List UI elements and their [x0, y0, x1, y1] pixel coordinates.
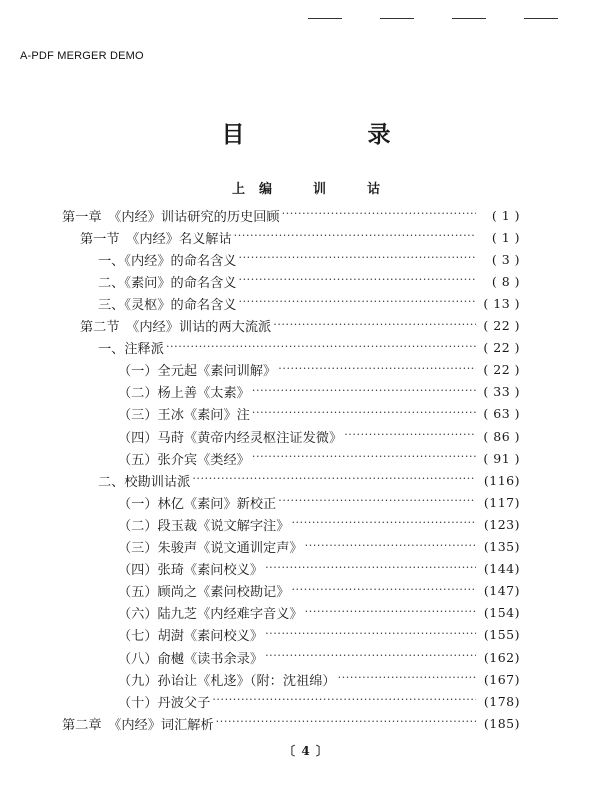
toc-entry-label: 第二章 《内经》词汇解析 — [62, 717, 214, 733]
toc-entry-page: ( 22 ) — [483, 362, 520, 378]
toc-entry-label: （三）朱骏声《说文通训定声》 — [118, 541, 303, 556]
toc-leader-dots — [278, 491, 476, 513]
toc-leader-dots — [238, 248, 476, 270]
toc-leader-dots — [291, 513, 476, 535]
toc-leader-dots — [305, 602, 476, 624]
toc-leader-dots — [291, 580, 476, 602]
toc-entry-label: （三）王冰《素问》注 — [118, 408, 250, 424]
toc-entry-label: （六）陆九芝《内经难字音义》 — [118, 607, 303, 623]
toc-leader-dots — [192, 469, 476, 491]
toc-leader-dots — [282, 204, 476, 226]
toc-entry-page: (117) — [483, 494, 520, 510]
section-heading: 上编 训 诂 — [231, 182, 394, 197]
toc-entry-label: 第一节 《内经》名义解诂 — [80, 231, 232, 247]
toc-entry[interactable] — [62, 204, 520, 226]
toc-leader-dots — [238, 292, 476, 314]
toc-entry[interactable] — [118, 447, 520, 469]
toc-entry-page: ( 1 ) — [491, 229, 520, 245]
toc-entry-label: （五）顾尚之《素问校勘记》 — [118, 585, 290, 601]
toc-entry[interactable] — [118, 646, 520, 668]
toc-entry[interactable] — [118, 558, 520, 580]
toc-leader-dots — [265, 646, 476, 668]
toc-leader-dots — [252, 381, 476, 403]
toc-entry[interactable] — [118, 536, 520, 558]
toc-entry-page: ( 22 ) — [483, 340, 520, 356]
header-rules — [300, 18, 600, 24]
toc-entry-page: ( 63 ) — [483, 406, 520, 422]
toc-entry-page: ( 1 ) — [491, 207, 520, 223]
toc-entry-label: （九）孙诒让《札迻》（附：沈祖绵） — [118, 673, 336, 689]
toc-leader-dots — [234, 226, 476, 248]
toc-entry-page: ( 8 ) — [491, 273, 520, 289]
toc-entry[interactable] — [118, 513, 520, 535]
toc-leader-dots — [344, 425, 476, 447]
toc-entry-page: ( 13 ) — [483, 295, 520, 311]
toc-leader-dots — [252, 447, 476, 469]
toc-entry-page: ( 33 ) — [483, 384, 520, 400]
toc-leader-dots — [216, 712, 476, 734]
toc-entry-label: （二）杨上善《太素》 — [118, 386, 250, 402]
toc-entry-page: (155) — [483, 627, 520, 643]
toc-leader-dots — [265, 558, 476, 580]
watermark-text: A-PDF MERGER DEMO — [20, 50, 144, 62]
toc-entry-label: 二、《素问》的命名含义 — [98, 275, 237, 291]
toc-leader-dots — [166, 337, 476, 359]
header-rule — [308, 18, 342, 19]
toc-entry-label: 一、注释派 — [98, 342, 164, 358]
toc-entry-page: (116) — [483, 472, 520, 488]
toc-entry-page: (147) — [483, 583, 520, 599]
toc-entry-page: ( 3 ) — [491, 251, 520, 267]
toc-entry[interactable] — [118, 668, 520, 690]
toc-entry[interactable] — [98, 292, 520, 314]
toc-entry[interactable] — [98, 337, 520, 359]
toc-entry-label: 一、《内经》的命名含义 — [98, 253, 237, 269]
page-title: 目 录 — [221, 121, 441, 148]
toc-leader-dots — [273, 315, 476, 337]
toc-entry-page: (185) — [483, 715, 520, 731]
toc-entry-page: (144) — [483, 561, 520, 577]
toc-entry[interactable] — [118, 491, 520, 513]
toc-entry-page: (135) — [483, 539, 520, 554]
toc-entry[interactable] — [118, 403, 520, 425]
toc-entry[interactable] — [98, 469, 520, 491]
toc-entry-page: (154) — [483, 605, 520, 621]
toc-entry[interactable] — [118, 580, 520, 602]
toc-leader-dots — [265, 624, 476, 646]
toc-entry-label: （十）丹波父子 — [118, 695, 211, 711]
toc-entry-page: (162) — [483, 649, 520, 665]
toc-entry[interactable] — [98, 270, 520, 292]
toc-entry-label: （五）张介宾《类经》 — [118, 452, 250, 468]
toc-entry-page: ( 91 ) — [483, 450, 520, 466]
toc-entry-label: 第一章 《内经》训诂研究的历史回顾 — [62, 209, 280, 225]
toc-entry-label: 二、校勘训诂派 — [98, 474, 191, 490]
toc-entry-page: ( 86 ) — [483, 428, 520, 444]
toc-leader-dots — [212, 690, 476, 712]
toc-entry-label: （二）段玉裁《说文解字注》 — [118, 518, 290, 534]
toc-entry[interactable] — [80, 315, 520, 337]
toc-entry-label: （一）林亿《素问》新校正 — [118, 496, 277, 512]
toc-entry[interactable] — [118, 690, 520, 712]
toc-entry[interactable] — [118, 359, 520, 381]
toc-entry[interactable] — [118, 425, 520, 447]
toc-entry-page: ( 22 ) — [483, 318, 520, 333]
toc-entry[interactable] — [62, 712, 520, 734]
header-rule — [524, 18, 558, 19]
toc-leader-dots — [338, 668, 476, 690]
toc-entry-label: （七）胡澍《素问校义》 — [118, 629, 264, 645]
toc-leader-dots — [238, 270, 476, 292]
header-rule — [380, 18, 414, 19]
header-rule — [452, 18, 486, 19]
toc-leader-dots — [278, 359, 476, 381]
toc-entry-label: 三、《灵枢》的命名含义 — [98, 297, 237, 313]
toc-entry-label: （四）张琦《素问校义》 — [118, 563, 264, 579]
toc-entry-page: (123) — [483, 516, 520, 532]
toc-leader-dots — [305, 536, 476, 558]
toc-entry-page: (167) — [483, 671, 520, 687]
toc-entry-label: （八）俞樾《读书余录》 — [118, 651, 264, 667]
toc-entry[interactable] — [80, 226, 520, 248]
toc-entry-page: (178) — [483, 693, 520, 709]
toc-entry-label: （四）马莳《黄帝内经灵枢注证发微》 — [118, 430, 343, 446]
toc-entry-label: （一）全元起《素问训解》 — [118, 364, 277, 380]
toc-entry[interactable] — [118, 381, 520, 403]
toc-entry-label: 第二节 《内经》训诂的两大流派 — [80, 320, 272, 335]
toc-leader-dots — [252, 403, 476, 425]
toc-entry[interactable] — [118, 624, 520, 646]
toc-entry[interactable] — [118, 602, 520, 624]
page-number: 〔 4 〕 — [283, 744, 329, 758]
toc-entry[interactable] — [98, 248, 520, 270]
